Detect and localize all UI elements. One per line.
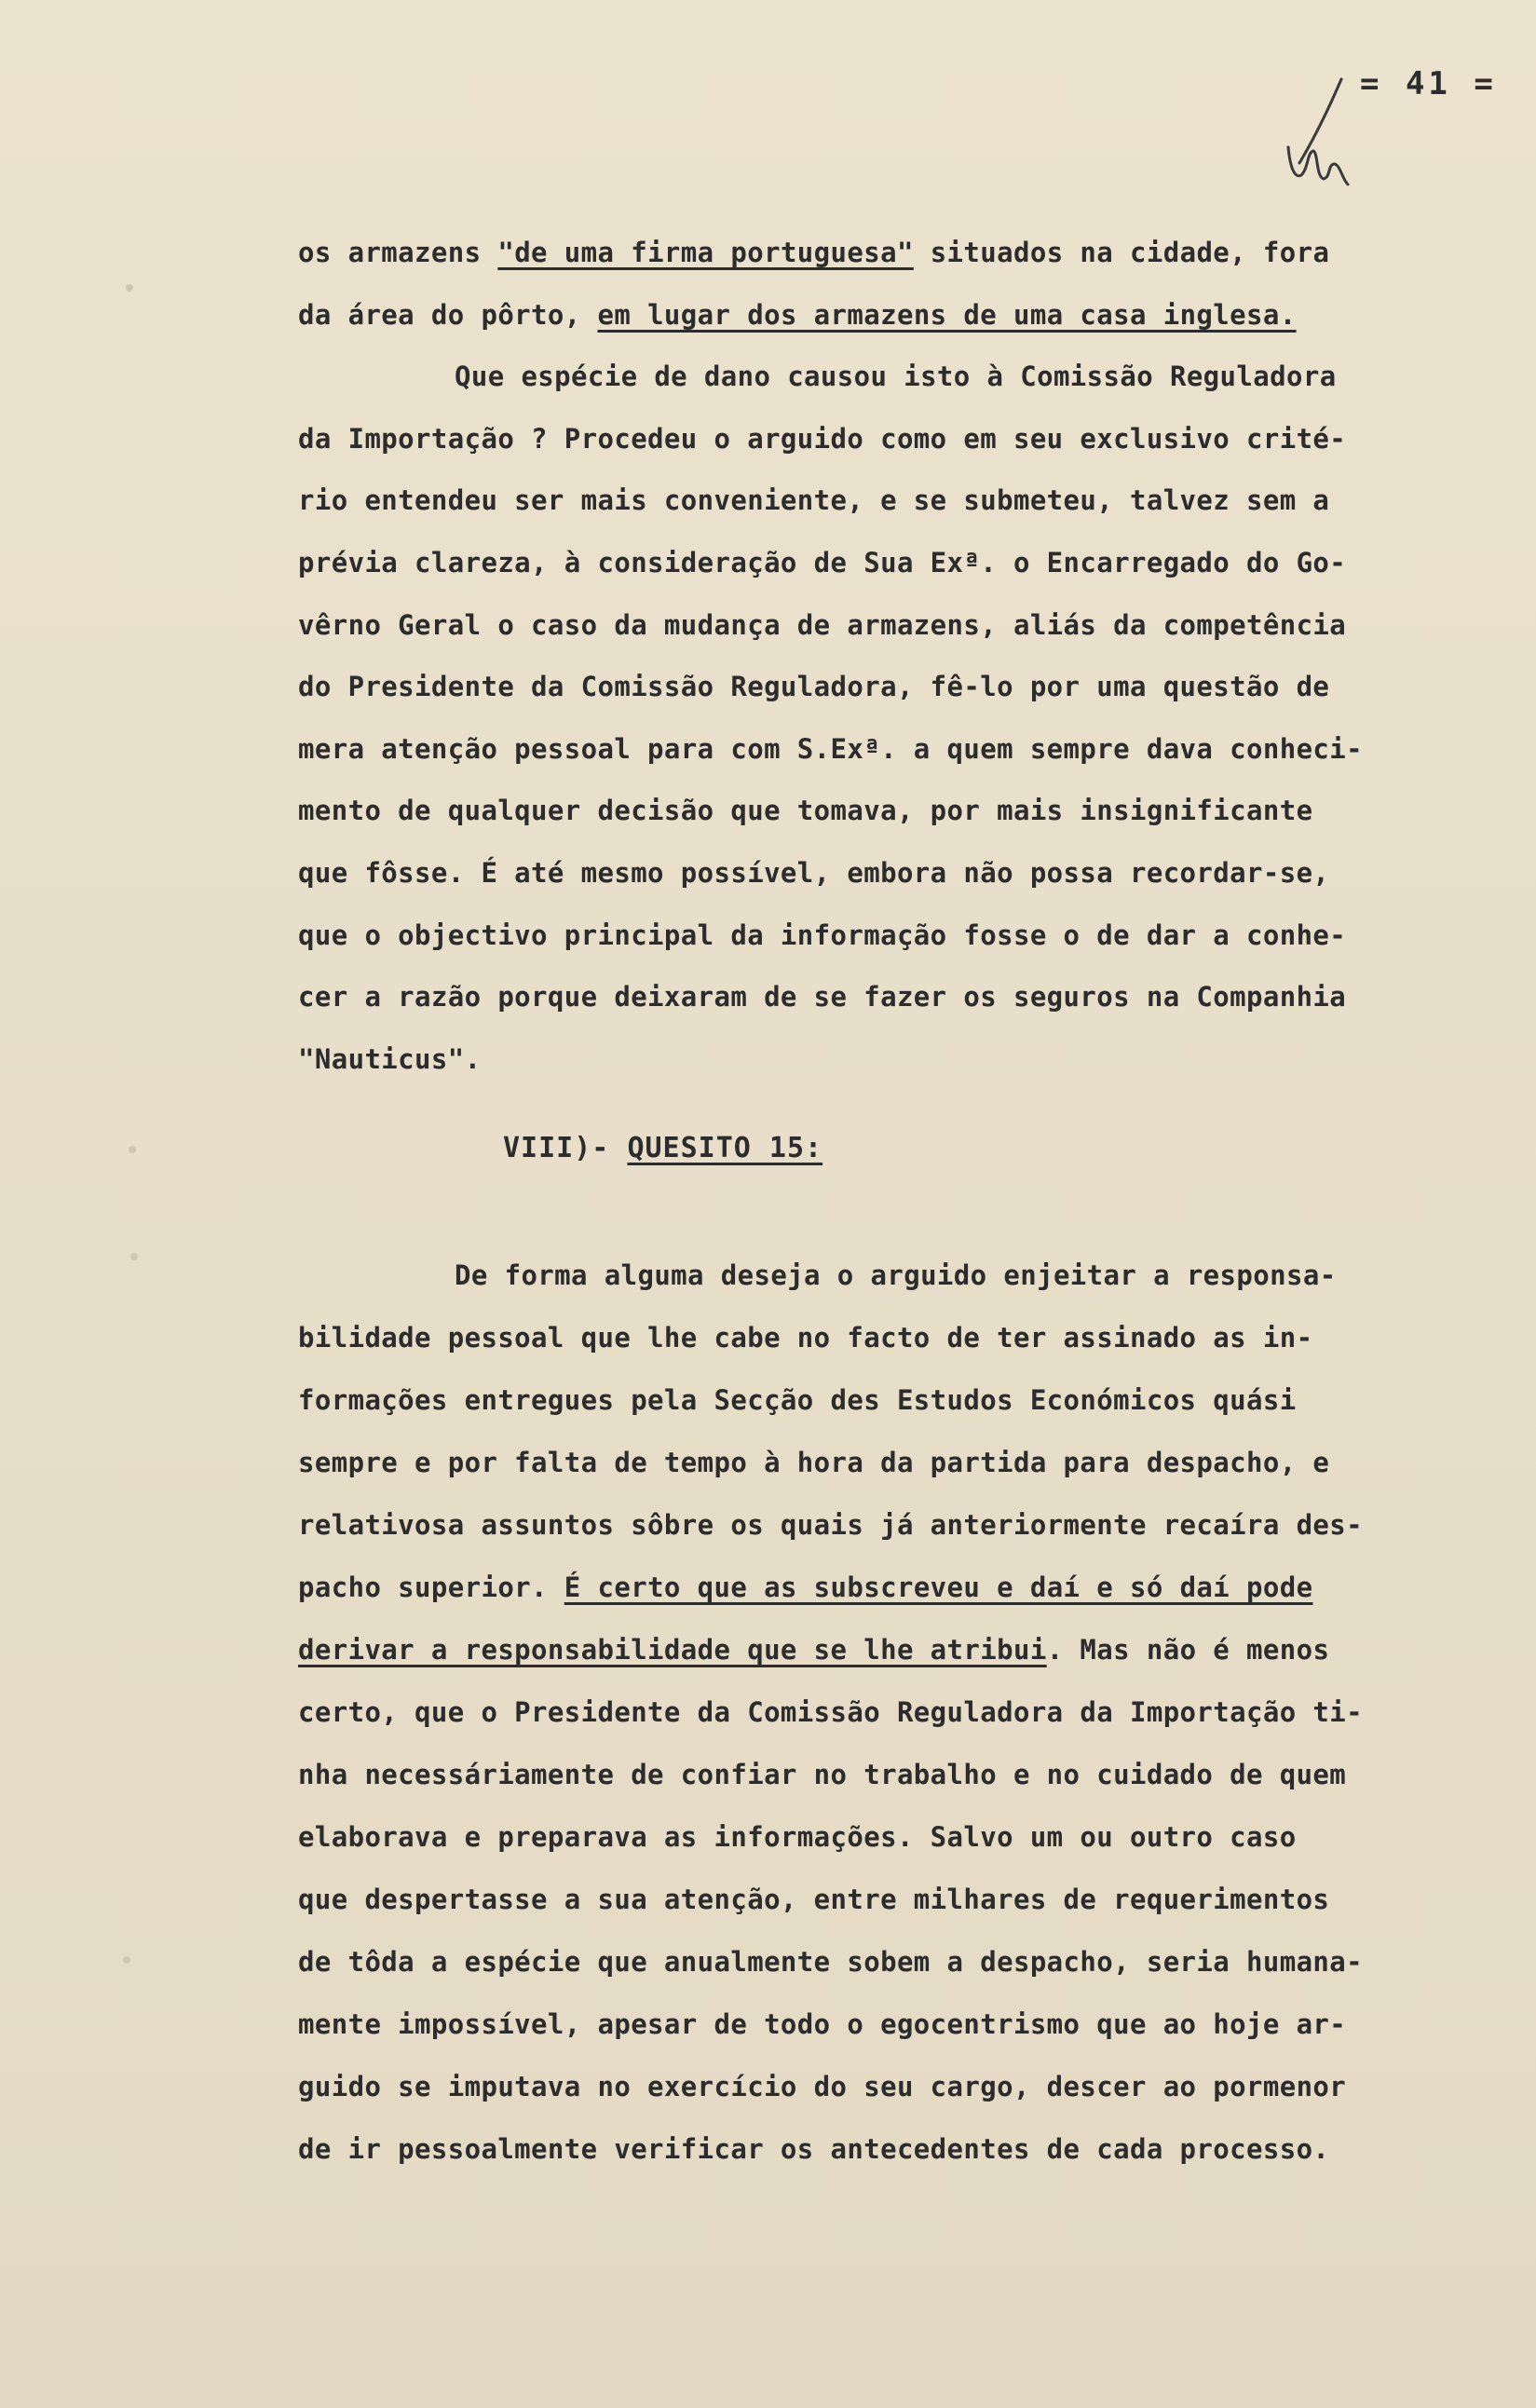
text-line: de tôda a espécie que anualmente sobem a despacho, seria humana- — [298, 1946, 1364, 1978]
underlined-phrase: derivar a responsabilidade que se lhe atribui — [298, 1634, 1047, 1666]
text-line: que o objectivo principal da informação fosse o de dar a conhe- — [298, 918, 1347, 951]
text-line: nha necessáriamente de confiar no trabalho e no cuidado de quem — [298, 1759, 1347, 1790]
page-number: = 41 = — [1360, 65, 1497, 102]
binding-hole-mark — [123, 1956, 130, 1964]
text-line: sempre e por falta de tempo à hora da partida para despacho, e — [298, 1447, 1330, 1478]
underlined-phrase: "de uma firma portuguesa" — [497, 237, 914, 268]
text-line: Que espécie de dano causou isto à Comissão Reguladora — [455, 361, 1337, 393]
text-line: de ir pessoalmente verificar os antecedentes de cada processo. — [298, 2133, 1330, 2165]
text-line: mente impossível, apesar de todo o egocentrismo que ao hoje ar- — [298, 2008, 1347, 2040]
text-line: vêrno Geral o caso da mudança de armazens, aliás da competência — [298, 608, 1347, 641]
text-line: mento de qualquer decisão que tomava, por mais insignificante — [298, 795, 1313, 827]
text-line: pacho superior. É certo que as subscreveu e daí e só daí pode — [298, 1571, 1313, 1603]
binding-hole-mark — [129, 1146, 136, 1153]
text-line: do Presidente da Comissão Reguladora, fê-lo por uma questão de — [298, 671, 1330, 703]
underlined-phrase: em lugar dos armazens de uma casa inglesa. — [597, 298, 1297, 331]
text-line: certo, que o Presidente da Comissão Reguladora da Importação ti- — [298, 1696, 1364, 1728]
text-line: da Importação ? Procedeu o arguido como em seu exclusivo crité- — [298, 422, 1347, 455]
text-line: elaborava e preparava as informações. Salvo um ou outro caso — [298, 1821, 1297, 1853]
text-line: mera atenção pessoal para com S.Exª. a quem sempre dava conheci- — [298, 732, 1364, 765]
text-line: formações entregues pela Secção des Estudos Económicos quási — [298, 1384, 1297, 1416]
text-line: "Nauticus". — [298, 1042, 482, 1075]
text-line: os armazens "de uma firma portuguesa" situados na cidade, fora — [298, 237, 1330, 268]
text-line: bilidade pessoal que lhe cabe no facto de ter assinado as in- — [298, 1322, 1313, 1354]
text-line: relativosa assuntos sôbre os quais já anteriormente recaíra des- — [298, 1509, 1364, 1541]
text-line: guido se imputava no exercício do seu cargo, descer ao pormenor — [298, 2071, 1347, 2102]
text-line: da área do pôrto, em lugar dos armazens de uma casa inglesa. — [298, 298, 1297, 331]
paragraph-1 — [298, 222, 1453, 1090]
text-line: prévia clareza, à consideração de Sua Exª. o Encarregado do Go- — [298, 546, 1347, 578]
binding-hole-mark — [126, 284, 133, 292]
text-line: De forma alguma deseja o arguido enjeitar a responsa- — [455, 1259, 1337, 1291]
heading-title: QUESITO 15: — [627, 1132, 823, 1164]
underlined-phrase: É certo que as subscreveu e daí e só daí pode — [564, 1571, 1313, 1603]
signature-mark — [1262, 75, 1365, 214]
text-line: cer a razão porque deixaram de se fazer os seguros na Companhia — [298, 981, 1347, 1014]
section-heading: VIII)- QUESITO 15: — [503, 1132, 823, 1164]
binding-hole-mark — [130, 1253, 138, 1260]
text-line: que fôsse. É até mesmo possível, embora não possa recordar-se, — [298, 856, 1330, 889]
text-line: derivar a responsabilidade que se lhe atribui. Mas não é menos — [298, 1634, 1330, 1666]
text-line: que despertasse a sua atenção, entre milhares de requerimentos — [298, 1884, 1330, 1915]
text-line: rio entendeu ser mais conveniente, e se submeteu, talvez sem a — [298, 484, 1330, 517]
paragraph-2 — [298, 1245, 1453, 2181]
